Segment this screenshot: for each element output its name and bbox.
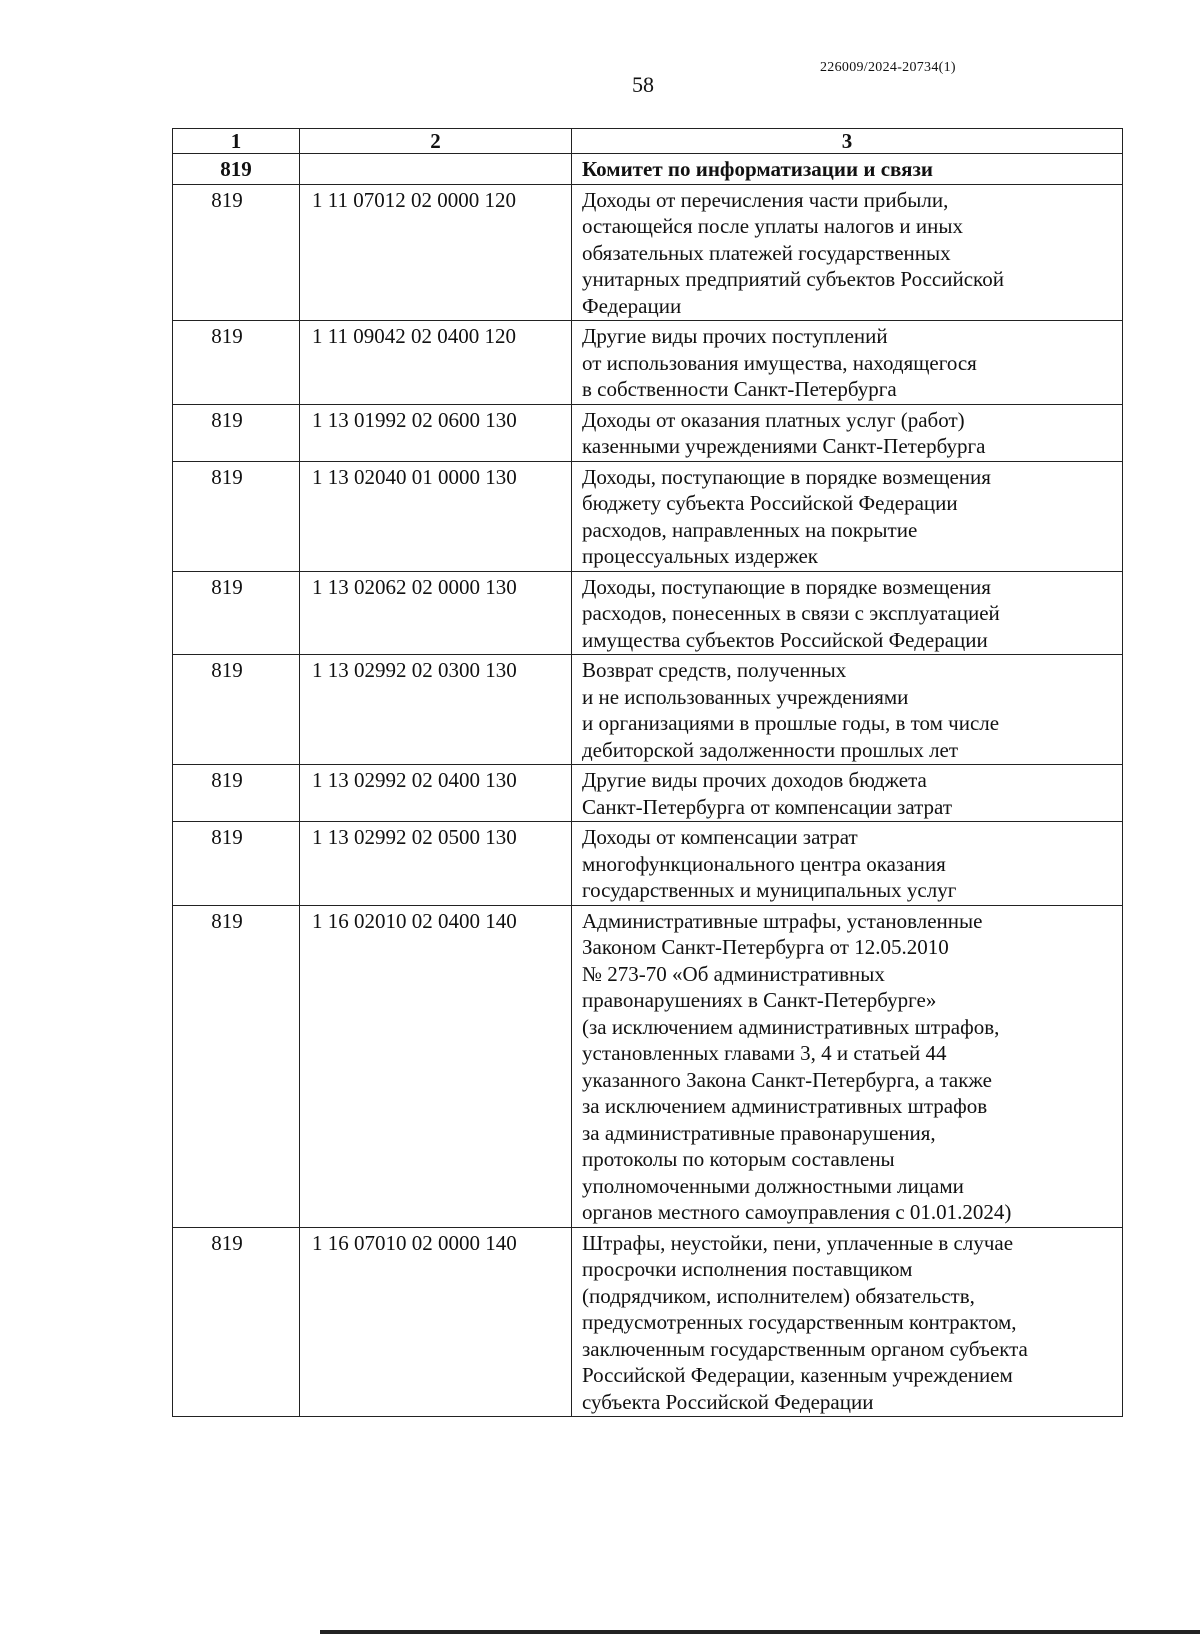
revenue-name-line: и не использованных учреждениями — [582, 684, 909, 709]
revenue-name-line: предусмотренных государственным контрактом, — [582, 1310, 1017, 1334]
table-row — [173, 655, 1123, 765]
column-number-row — [173, 129, 1123, 154]
revenue-name-line: бюджету субъекта Российской Федерации — [582, 491, 958, 515]
revenue-name-cell — [572, 461, 1123, 571]
admin-code-cell: 819 — [173, 404, 300, 461]
revenue-name-line: в собственности Санкт-Петербурга — [582, 377, 897, 401]
revenue-name-line: Федерации — [582, 293, 682, 318]
revenue-name-line: унитарных предприятий субъектов Российской — [582, 267, 1004, 291]
revenue-name-line: обязательных платежей государственных — [582, 240, 951, 265]
admin-code-cell: 819 — [173, 822, 300, 906]
table-row — [173, 1227, 1123, 1417]
revenue-name-cell — [572, 321, 1123, 405]
column-header-3: 3 — [572, 129, 1123, 154]
revenue-name-line: (подрядчиком, исполнителем) обязательств, — [582, 1283, 975, 1308]
revenue-name-cell — [572, 404, 1123, 461]
section-empty-cell — [300, 154, 572, 185]
revenue-name-cell — [572, 765, 1123, 822]
admin-code-cell: 819 — [173, 905, 300, 1227]
admin-code-cell: 819 — [173, 571, 300, 655]
admin-code-cell: 819 — [173, 184, 300, 321]
revenue-code-cell: 1 13 02992 02 0500 130 — [300, 822, 572, 906]
revenue-name-line: имущества субъектов Российской Федерации — [582, 627, 988, 652]
table-row — [173, 184, 1123, 321]
admin-code-cell: 819 — [173, 461, 300, 571]
revenue-name-line: от использования имущества, находящегося — [582, 350, 977, 375]
revenue-name-line: государственных и муниципальных услуг — [582, 878, 957, 902]
revenue-name-line: указанного Закона Санкт-Петербурга, а также — [582, 1067, 992, 1092]
revenue-name-line: Доходы, поступающие в порядке возмещения — [582, 464, 991, 489]
revenue-name-line: Другие виды прочих доходов бюджета — [582, 768, 927, 792]
revenue-name-cell — [572, 1227, 1123, 1417]
revenue-name-line: остающейся после уплаты налогов и иных — [582, 214, 963, 238]
revenue-name-line: за административные правонарушения, — [582, 1120, 936, 1145]
revenue-name-line: за исключением административных штрафов — [582, 1094, 988, 1118]
table-row — [173, 765, 1123, 822]
admin-code-cell: 819 — [173, 321, 300, 405]
revenue-name-line: Другие виды прочих поступлений — [582, 324, 888, 348]
table-row — [173, 905, 1123, 1227]
revenue-name-line: Законом Санкт-Петербурга от 12.05.2010 — [582, 935, 949, 959]
table-row — [173, 461, 1123, 571]
revenue-code-cell: 1 13 01992 02 0600 130 — [300, 404, 572, 461]
admin-code-cell: 819 — [173, 1227, 300, 1417]
table-row — [173, 571, 1123, 655]
revenue-name-line: № 273-70 «Об административных — [582, 961, 885, 986]
revenue-code-cell: 1 16 07010 02 0000 140 — [300, 1227, 572, 1417]
revenue-name-line: просрочки исполнения поставщиком — [582, 1257, 913, 1281]
revenue-name-line: Доходы от перечисления части прибыли, — [582, 187, 949, 212]
revenue-name-line: расходов, направленных на покрытие — [582, 517, 918, 542]
revenue-name-line: Доходы от оказания платных услуг (работ) — [582, 407, 965, 432]
revenue-name-line: Санкт-Петербурга от компенсации затрат — [582, 794, 953, 819]
revenue-name-cell — [572, 184, 1123, 321]
revenue-name-line: Штрафы, неустойки, пени, уплаченные в случае — [582, 1230, 1014, 1255]
revenue-name-line: установленных главами 3, 4 и статьей 44 — [582, 1041, 947, 1065]
revenue-name-line: казенными учреждениями Санкт-Петербурга — [582, 434, 986, 458]
revenue-code-cell: 1 16 02010 02 0400 140 — [300, 905, 572, 1227]
revenue-code-cell: 1 13 02062 02 0000 130 — [300, 571, 572, 655]
admin-code-cell: 819 — [173, 655, 300, 765]
revenue-codes-table — [172, 128, 1123, 1417]
bottom-edge-rule — [320, 1630, 1200, 1634]
revenue-name-line: расходов, понесенных в связи с эксплуатацией — [582, 601, 1000, 625]
revenue-name-line: Возврат средств, полученных — [582, 658, 847, 682]
revenue-name-line: дебиторской задолженности прошлых лет — [582, 737, 959, 762]
revenue-code-cell: 1 13 02992 02 0300 130 — [300, 655, 572, 765]
revenue-code-cell: 1 13 02040 01 0000 130 — [300, 461, 572, 571]
revenue-name-line: и организациями в прошлые годы, в том числе — [582, 711, 1000, 735]
admin-code-cell: 819 — [173, 765, 300, 822]
section-code: 819 — [173, 154, 300, 185]
table-row — [173, 404, 1123, 461]
column-header-2: 2 — [300, 129, 572, 154]
revenue-name-line: субъекта Российской Федерации — [582, 1389, 874, 1414]
revenue-name-line: органов местного самоуправления с 01.01.2024) — [582, 1200, 1012, 1224]
revenue-code-cell: 1 11 09042 02 0400 120 — [300, 321, 572, 405]
revenue-name-line: протоколы по которым составлены — [582, 1147, 895, 1171]
revenue-name-line: уполномоченными должностными лицами — [582, 1173, 964, 1198]
revenue-name-line: процессуальных издержек — [582, 544, 818, 568]
revenue-code-cell: 1 11 07012 02 0000 120 — [300, 184, 572, 321]
revenue-name-line: Доходы, поступающие в порядке возмещения — [582, 574, 991, 599]
revenue-name-cell — [572, 655, 1123, 765]
section-title: Комитет по информатизации и связи — [572, 154, 1123, 185]
revenue-name-line: Административные штрафы, установленные — [582, 908, 983, 933]
table-row — [173, 321, 1123, 405]
revenue-name-line: Российской Федерации, казенным учреждением — [582, 1363, 1013, 1387]
revenue-name-line: правонарушениях в Санкт-Петербурге» — [582, 988, 937, 1012]
section-row — [173, 154, 1123, 185]
revenue-name-cell — [572, 905, 1123, 1227]
document-number: 226009/2024-20734(1) — [820, 60, 956, 75]
revenue-name-line: заключенным государственным органом субъекта — [582, 1336, 1028, 1361]
revenue-name-line: многофункционального центра оказания — [582, 851, 946, 876]
revenue-table-container — [172, 128, 1122, 1417]
table-body — [173, 154, 1123, 1417]
revenue-name-cell — [572, 571, 1123, 655]
page-number: 58 — [632, 72, 654, 97]
column-header-1: 1 — [173, 129, 300, 154]
revenue-code-cell: 1 13 02992 02 0400 130 — [300, 765, 572, 822]
revenue-name-line: (за исключением административных штрафов, — [582, 1014, 1000, 1039]
revenue-name-line: Доходы от компенсации затрат — [582, 825, 858, 849]
table-row — [173, 822, 1123, 906]
revenue-name-cell — [572, 822, 1123, 906]
